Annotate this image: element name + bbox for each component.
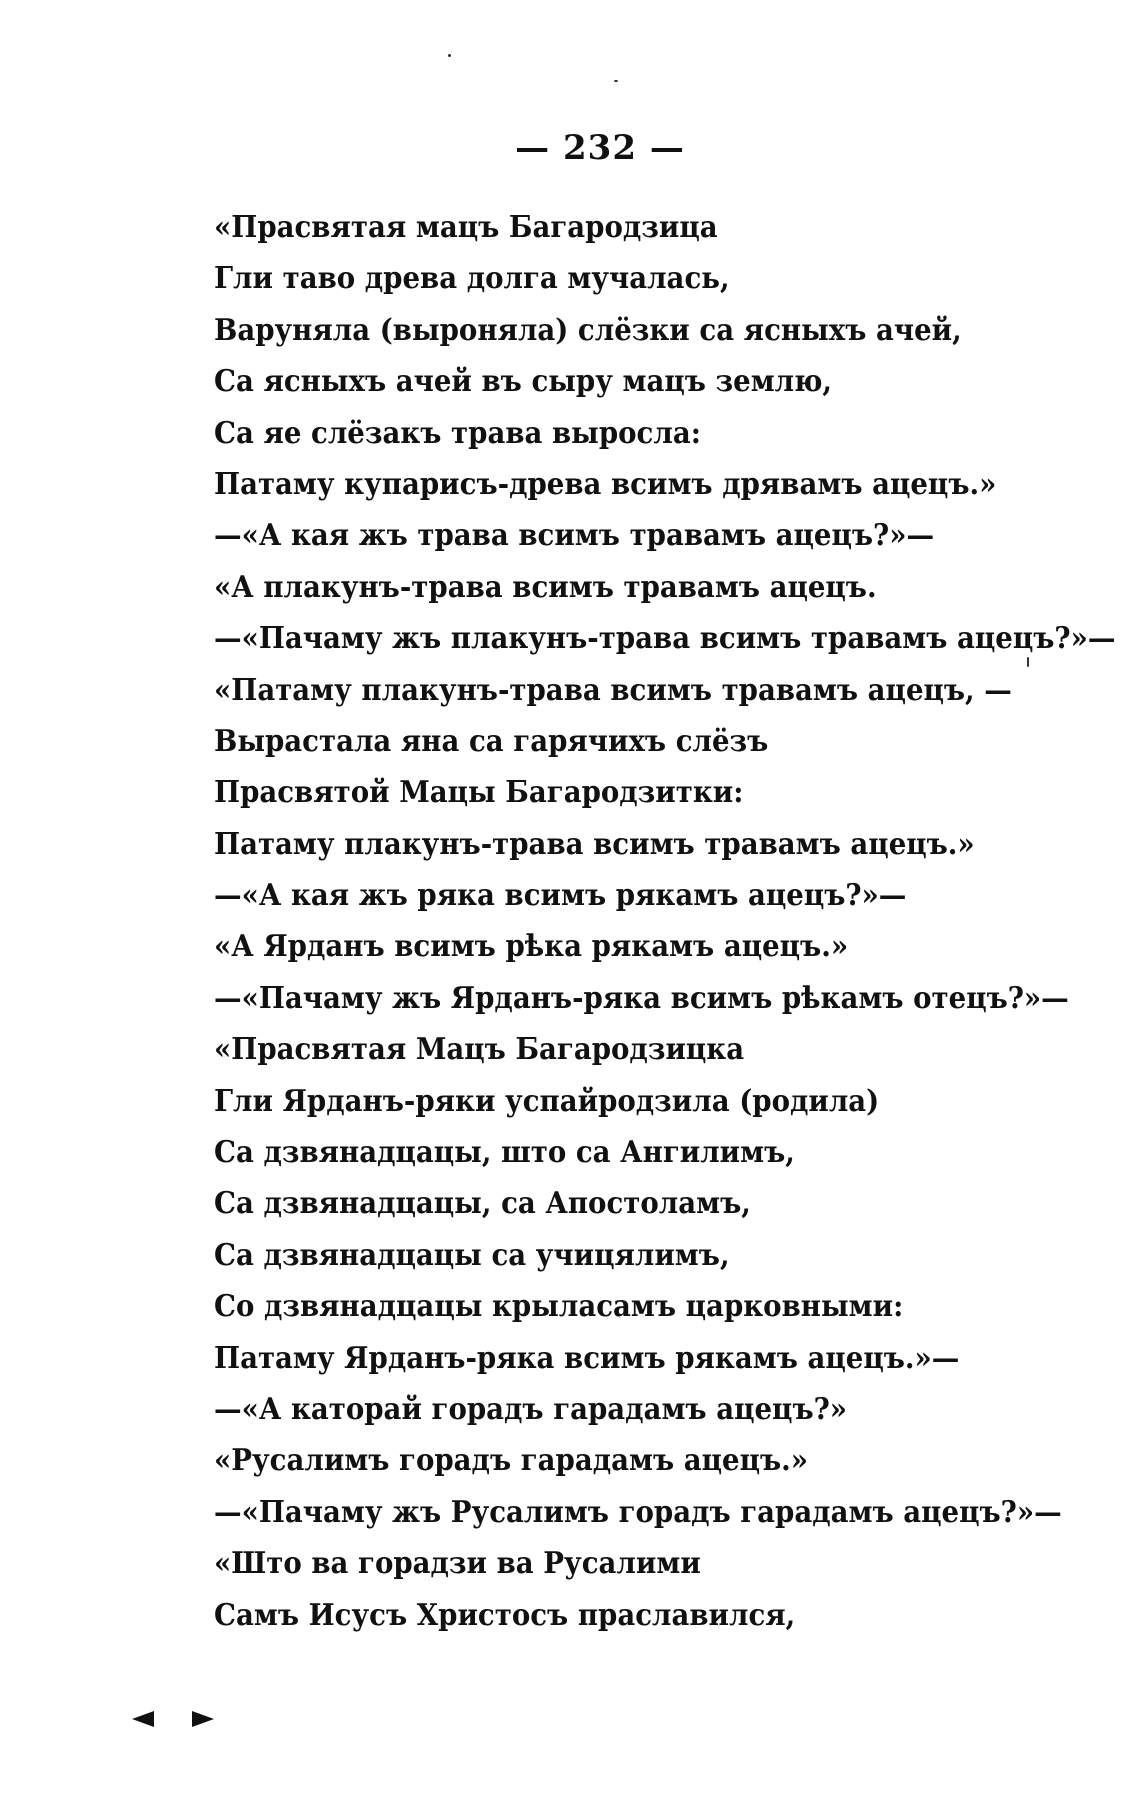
verse-line: —«А кая жъ трава всимъ травамъ ацецъ?»—: [214, 518, 935, 554]
verse-line: —«Пачаму жъ Ярданъ-ряка всимъ рѣкамъ отецъ?»—: [214, 980, 1069, 1016]
arrow-right-icon: [192, 1711, 214, 1727]
verse-line: Патаму Ярданъ-ряка всимъ рякамъ ацецъ.»—: [214, 1340, 960, 1376]
print-speck: [1027, 657, 1029, 667]
verse-line: Вырастала яна са гарячихъ слёзъ: [214, 723, 769, 759]
verse-line: Са дзвянадцацы са учицялимъ,: [214, 1237, 730, 1273]
verse-line: «Прасвятая мацъ Багародзица: [214, 210, 718, 245]
verse-line: «Прасвятая Мацъ Багародзицка: [214, 1032, 745, 1068]
verse-line: «А плакунъ-трава всимъ травамъ ацецъ.: [214, 569, 877, 605]
verse-text: [214, 202, 1116, 1641]
verse-line: —«А кая жъ ряка всимъ рякамъ ацецъ?»—: [214, 878, 907, 914]
verse-line: Патаму плакунъ-трава всимъ травамъ ацецъ.»: [214, 826, 975, 862]
verse-line: Патаму купарисъ-древа всимъ дрявамъ ацецъ.»: [214, 466, 997, 502]
verse-line: Гли таво древа долга мучалась,: [214, 261, 730, 297]
verse-line: Са ясныхъ ачей въ сыру мацъ землю,: [214, 364, 833, 400]
verse-line: «Русалимъ горадъ гарадамъ ацецъ.»: [214, 1443, 809, 1479]
verse-line: Варуняла (выроняла) слёзки са ясныхъ ачей,: [214, 312, 962, 348]
verse-line: —«Пачаму жъ Русалимъ горадъ гарадамъ ацецъ?»—: [214, 1494, 1062, 1530]
verse-line: Са дзвянадцацы, са Апостоламъ,: [214, 1186, 751, 1222]
verse-line: Самъ Исусъ Христосъ праславился,: [214, 1597, 796, 1633]
page-number: — 232 —: [515, 128, 685, 168]
verse-line: —«Пачаму жъ плакунъ-трава всимъ травамъ ацецъ?»—: [214, 621, 1116, 657]
verse-line: Са яе слёзакъ трава выросла:: [214, 415, 701, 451]
verse-line: Со дзвянадцацы крыласамъ царковными:: [214, 1289, 904, 1325]
verse-line: Прасвятой Мацы Багародзитки:: [214, 775, 744, 811]
verse-line: Са дзвянадцацы, што са Ангилимъ,: [214, 1135, 795, 1171]
verse-line: «Патаму плакунъ-трава всимъ травамъ ацецъ, —: [214, 672, 1012, 708]
print-speck: [614, 80, 618, 82]
verse-line: «А Ярданъ всимъ рѣка рякамъ ацецъ.»: [214, 929, 849, 965]
print-speck: [448, 54, 451, 57]
verse-line: «Што ва горадзи ва Русалими: [214, 1546, 701, 1582]
arrow-left-icon: [132, 1711, 154, 1727]
verse-line: Гли Ярданъ-ряки успайродзила (родила): [214, 1083, 880, 1119]
verse-line: —«А каторай горадъ гарадамъ ацецъ?»: [214, 1391, 848, 1427]
